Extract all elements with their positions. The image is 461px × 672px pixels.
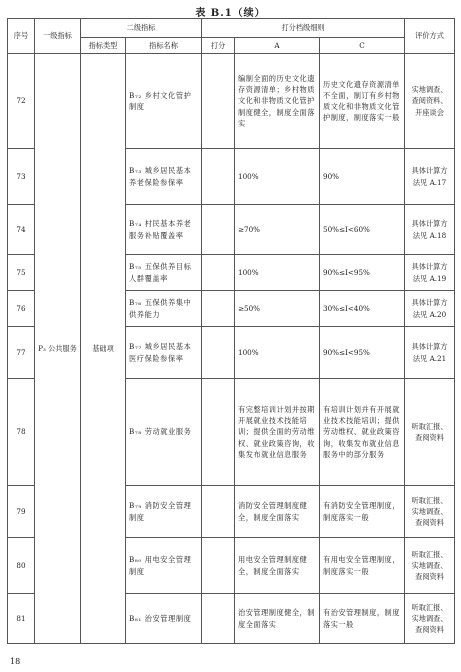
row-name: B₇₆ 五保供养集中供养能力 [126,291,202,327]
row-score [202,379,235,486]
page-number: 18 [10,657,21,666]
header-grade-c: C [320,38,405,54]
row-grade-a: 用电安全管理制度健全，制度全面落实 [235,538,320,594]
table-title: 表 B.1（续） [195,8,266,19]
row-grade-c: 有治安管理制度，制度落实一般 [320,594,405,644]
row-score [202,205,235,255]
row-eval: 具体计算方法见 A.19 [405,255,455,291]
row-seq: 81 [8,594,35,644]
row-score [202,255,235,291]
row-grade-c: 历史文化遗存资源清单不全面，制订有乡村物质文化和非物质文化管护制度，制度落实一般 [320,54,405,149]
row-seq: 76 [8,291,35,327]
row-grade-a: 100% [235,327,320,379]
row-name: B₇₄ 村民基本养老服务补贴覆盖率 [126,205,202,255]
type-cell: 基础项 [81,54,126,644]
row-eval: 听取汇报、实地调查、查阅资料 [405,538,455,594]
row-name: B₇₉ 消防安全管理制度 [126,486,202,538]
row-score [202,54,235,149]
row-seq: 79 [8,486,35,538]
row-grade-a: 治安管理制度健全，制度全面落实 [235,594,320,644]
header-ind-type: 指标类型 [81,38,126,54]
header-grade-a: A [235,38,320,54]
header-row-1 [8,19,455,38]
row-name: B₈₀ 用电安全管理制度 [126,538,202,594]
row-seq: 73 [8,149,35,205]
row-eval: 具体计算方法见 A.17 [405,149,455,205]
header-level2: 二级指标 [81,19,202,38]
row-eval: 听取汇报、实地调查、查阅资料 [405,486,455,538]
row-grade-a: 消防安全管理制度健全，制度全面落实 [235,486,320,538]
row-grade-a: ≥70% [235,205,320,255]
row-grade-c: 90%≤I<95% [320,255,405,291]
row-eval: 听取汇报、实地调查、查阅资料 [405,594,455,644]
row-name: B₈₁ 治安管理制度 [126,594,202,644]
row-grade-c: 90% [320,149,405,205]
row-grade-a: 编制全面的历史文化遗存资源清单；乡村物质文化和非物质文化管护制度健全，制度全面落实 [235,54,320,149]
row-eval: 具体计算方法见 A.21 [405,327,455,379]
row-seq: 72 [8,54,35,149]
row-grade-c: 有用电安全管理制度，制度落实一般 [320,538,405,594]
row-seq: 75 [8,255,35,291]
row-seq: 77 [8,327,35,379]
row-name: B₇₈ 劳动就业服务 [126,379,202,486]
row-grade-a: 有完整培训计划并按期开展就业技术技能培训；提供全面的劳动维权、就业政策咨询，收集发布就业信息服务 [235,379,320,486]
row-grade-c: 有消防安全管理制度，制度落实一般 [320,486,405,538]
row-name: B₇₂ 乡村文化管护制度 [126,54,202,149]
row-seq: 80 [8,538,35,594]
row-eval: 具体计算方法见 A.20 [405,291,455,327]
row-eval: 听取汇报、查阅资料 [405,379,455,486]
row-name: B₇₃ 城乡居民基本养老保险参保率 [126,149,202,205]
row-seq: 74 [8,205,35,255]
row-eval: 实地调查、查阅资料、开座谈会 [405,54,455,149]
row-grade-a: 100% [235,149,320,205]
row-score [202,594,235,644]
row-grade-c: 50%≤I<60% [320,205,405,255]
row-grade-c: 有培训计划并有开展就业技术技能培训；提供劳动维权、就业政策咨询，收集发布就业信息服务中的部分服务 [320,379,405,486]
row-name: B₇₇ 城乡居民基本医疗保险参保率 [126,327,202,379]
header-score: 打分 [202,38,235,54]
header-seq: 序号 [8,19,35,54]
level1-cell: P₃ 公共服务 [35,54,81,644]
row-eval: 具体计算方法见 A.18 [405,205,455,255]
row-grade-a: ≥50% [235,291,320,327]
row-grade-c: 90%≤I<95% [320,327,405,379]
header-scoring: 打分档级细则 [202,19,405,38]
evaluation-table [7,18,455,644]
header-ind-name: 指标名称 [126,38,202,54]
row-grade-a: 100% [235,255,320,291]
header-level1: 一级指标 [35,19,81,54]
row-score [202,327,235,379]
row-seq: 78 [8,379,35,486]
row-score [202,149,235,205]
table-row [8,54,455,149]
row-grade-c: 30%≤I<40% [320,291,405,327]
row-name: B₇₅ 五保供养目标人群覆盖率 [126,255,202,291]
row-score [202,486,235,538]
header-eval: 评价方式 [405,19,455,54]
row-score [202,538,235,594]
row-score [202,291,235,327]
